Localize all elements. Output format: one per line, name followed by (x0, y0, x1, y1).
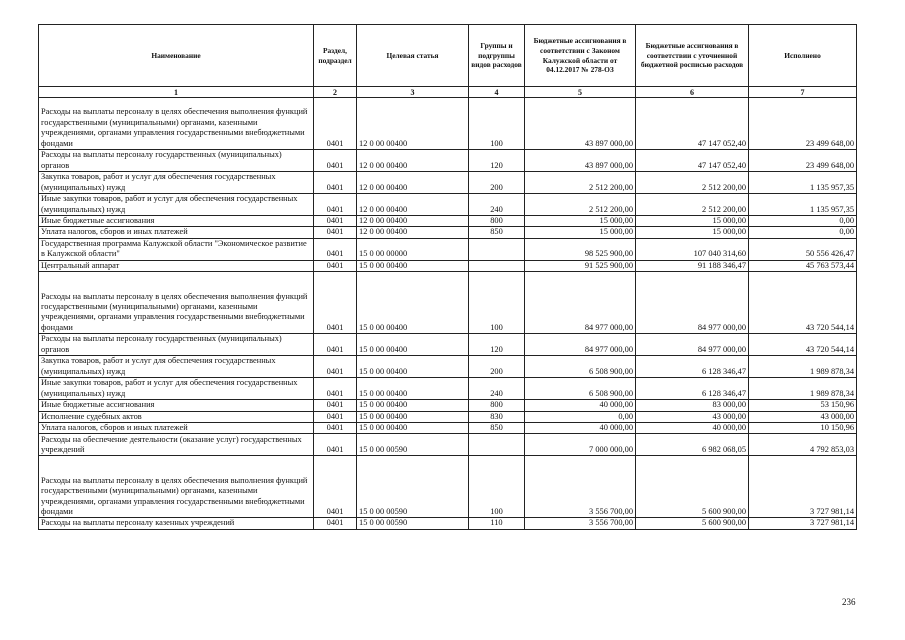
table-row (39, 216, 857, 227)
row-law-amount: 43 897 000,00 (525, 98, 636, 150)
column-number: 1 (39, 87, 314, 98)
row-target-article: 12 0 00 00400 (357, 227, 469, 238)
row-target-article: 12 0 00 00400 (357, 150, 469, 172)
row-section: 0401 (314, 334, 357, 356)
row-expense-group: 800 (469, 216, 525, 227)
table-row (39, 400, 857, 411)
row-expense-group: 240 (469, 378, 525, 400)
row-roster-amount: 2 512 200,00 (636, 172, 749, 194)
row-law-amount: 6 508 900,00 (525, 356, 636, 378)
row-roster-amount: 15 000,00 (636, 216, 749, 227)
row-expense-group: 240 (469, 194, 525, 216)
row-expense-group (469, 434, 525, 456)
row-expense-group: 200 (469, 356, 525, 378)
row-roster-amount: 91 188 346,47 (636, 260, 749, 271)
row-roster-amount: 6 128 346,47 (636, 378, 749, 400)
row-expense-group: 800 (469, 400, 525, 411)
row-roster-amount: 5 600 900,00 (636, 456, 749, 518)
table-row (39, 411, 857, 422)
column-number-row (39, 87, 857, 98)
row-section: 0401 (314, 411, 357, 422)
row-executed-amount: 3 727 981,14 (749, 456, 857, 518)
row-name: Иные закупки товаров, работ и услуг для обеспечения государственных (муниципальных) нужд (39, 378, 314, 400)
table-row (39, 150, 857, 172)
row-name: Расходы на выплаты персоналу государственных (муниципальных) органов (39, 334, 314, 356)
row-law-amount: 84 977 000,00 (525, 334, 636, 356)
header-row (39, 25, 857, 87)
row-section: 0401 (314, 434, 357, 456)
table-row (39, 172, 857, 194)
row-section: 0401 (314, 456, 357, 518)
row-law-amount: 0,00 (525, 411, 636, 422)
header-executed: Исполнено (749, 25, 857, 87)
column-number: 6 (636, 87, 749, 98)
row-name: Расходы на выплаты персоналу в целях обеспечения выполнения функций государственными (муниципальными) органами, казенными учреждениями, органами управления государственными внебюджетными фондами (39, 272, 314, 334)
column-number: 5 (525, 87, 636, 98)
row-section: 0401 (314, 172, 357, 194)
row-expense-group: 100 (469, 98, 525, 150)
row-expense-group: 850 (469, 423, 525, 434)
row-executed-amount: 0,00 (749, 216, 857, 227)
row-name: Центральный аппарат (39, 260, 314, 271)
row-law-amount: 40 000,00 (525, 423, 636, 434)
row-executed-amount: 43 720 544,14 (749, 334, 857, 356)
row-law-amount: 15 000,00 (525, 227, 636, 238)
row-name: Расходы на выплаты персоналу казенных учреждений (39, 518, 314, 529)
row-section: 0401 (314, 98, 357, 150)
row-executed-amount: 45 763 573,44 (749, 260, 857, 271)
row-target-article: 15 0 00 00590 (357, 434, 469, 456)
row-executed-amount: 53 150,96 (749, 400, 857, 411)
row-law-amount: 2 512 200,00 (525, 194, 636, 216)
table-row (39, 378, 857, 400)
row-executed-amount: 50 556 426,47 (749, 238, 857, 260)
row-expense-group: 100 (469, 272, 525, 334)
row-target-article: 15 0 00 00400 (357, 334, 469, 356)
row-law-amount: 98 525 900,00 (525, 238, 636, 260)
column-number: 7 (749, 87, 857, 98)
header-roster-allocations: Бюджетные ассигнования в соответствии с уточненной бюджетной росписью расходов (636, 25, 749, 87)
table-row (39, 194, 857, 216)
row-expense-group: 100 (469, 456, 525, 518)
row-law-amount: 84 977 000,00 (525, 272, 636, 334)
row-expense-group: 120 (469, 334, 525, 356)
row-roster-amount: 2 512 200,00 (636, 194, 749, 216)
row-name: Государственная программа Калужской области "Экономическое развитие в Калужской области" (39, 238, 314, 260)
row-executed-amount: 1 989 878,34 (749, 378, 857, 400)
row-target-article: 12 0 00 00400 (357, 194, 469, 216)
table-row (39, 272, 857, 334)
row-section: 0401 (314, 272, 357, 334)
row-law-amount: 3 556 700,00 (525, 456, 636, 518)
row-roster-amount: 43 000,00 (636, 411, 749, 422)
column-number: 2 (314, 87, 357, 98)
table-row (39, 98, 857, 150)
row-executed-amount: 0,00 (749, 227, 857, 238)
row-target-article: 12 0 00 00400 (357, 172, 469, 194)
row-law-amount: 7 000 000,00 (525, 434, 636, 456)
row-executed-amount: 1 135 957,35 (749, 194, 857, 216)
row-roster-amount: 40 000,00 (636, 423, 749, 434)
row-target-article: 12 0 00 00400 (357, 216, 469, 227)
row-section: 0401 (314, 216, 357, 227)
row-executed-amount: 10 150,96 (749, 423, 857, 434)
row-executed-amount: 1 989 878,34 (749, 356, 857, 378)
row-target-article: 15 0 00 00400 (357, 400, 469, 411)
row-section: 0401 (314, 423, 357, 434)
header-expense-group: Группы и подгруппы видов расходов (469, 25, 525, 87)
row-law-amount: 6 508 900,00 (525, 378, 636, 400)
row-executed-amount: 23 499 648,00 (749, 150, 857, 172)
row-executed-amount: 4 792 853,03 (749, 434, 857, 456)
row-name: Уплата налогов, сборов и иных платежей (39, 423, 314, 434)
row-target-article: 15 0 00 00400 (357, 272, 469, 334)
row-roster-amount: 15 000,00 (636, 227, 749, 238)
row-executed-amount: 3 727 981,14 (749, 518, 857, 529)
row-roster-amount: 47 147 052,40 (636, 150, 749, 172)
row-section: 0401 (314, 194, 357, 216)
row-name: Исполнение судебных актов (39, 411, 314, 422)
row-executed-amount: 23 499 648,00 (749, 98, 857, 150)
row-target-article: 15 0 00 00400 (357, 423, 469, 434)
row-expense-group: 830 (469, 411, 525, 422)
row-section: 0401 (314, 227, 357, 238)
row-law-amount: 40 000,00 (525, 400, 636, 411)
row-roster-amount: 5 600 900,00 (636, 518, 749, 529)
row-law-amount: 3 556 700,00 (525, 518, 636, 529)
table-row (39, 456, 857, 518)
row-section: 0401 (314, 378, 357, 400)
row-name: Иные бюджетные ассигнования (39, 400, 314, 411)
row-expense-group (469, 238, 525, 260)
row-target-article: 15 0 00 00400 (357, 356, 469, 378)
row-law-amount: 43 897 000,00 (525, 150, 636, 172)
row-law-amount: 91 525 900,00 (525, 260, 636, 271)
row-name: Расходы на выплаты персоналу в целях обеспечения выполнения функций государственными (муниципальными) органами, казенными учреждениями, органами управления государственными внебюджетными фондами (39, 456, 314, 518)
row-target-article: 15 0 00 00400 (357, 260, 469, 271)
row-expense-group: 200 (469, 172, 525, 194)
row-name: Уплата налогов, сборов и иных платежей (39, 227, 314, 238)
table-row (39, 518, 857, 529)
row-executed-amount: 43 000,00 (749, 411, 857, 422)
row-section: 0401 (314, 260, 357, 271)
table-row (39, 423, 857, 434)
row-target-article: 15 0 00 00400 (357, 378, 469, 400)
header-section: Раздел, подраздел (314, 25, 357, 87)
row-name: Расходы на выплаты персоналу государственных (муниципальных) органов (39, 150, 314, 172)
row-section: 0401 (314, 400, 357, 411)
row-roster-amount: 6 982 068,05 (636, 434, 749, 456)
row-target-article: 15 0 00 00000 (357, 238, 469, 260)
header-name: Наименование (39, 25, 314, 87)
row-roster-amount: 6 128 346,47 (636, 356, 749, 378)
row-name: Иные закупки товаров, работ и услуг для обеспечения государственных (муниципальных) нужд (39, 194, 314, 216)
row-roster-amount: 107 040 314,60 (636, 238, 749, 260)
row-expense-group: 850 (469, 227, 525, 238)
row-name: Закупка товаров, работ и услуг для обеспечения государственных (муниципальных) нужд (39, 356, 314, 378)
row-expense-group (469, 260, 525, 271)
row-roster-amount: 84 977 000,00 (636, 272, 749, 334)
row-name: Расходы на выплаты персоналу в целях обеспечения выполнения функций государственными (муниципальными) органами, казенными учреждениями, органами управления государственными внебюджетными фондами (39, 98, 314, 150)
table-row (39, 334, 857, 356)
column-number: 4 (469, 87, 525, 98)
row-executed-amount: 1 135 957,35 (749, 172, 857, 194)
row-law-amount: 2 512 200,00 (525, 172, 636, 194)
row-target-article: 15 0 00 00590 (357, 456, 469, 518)
table-row (39, 238, 857, 260)
header-target-article: Целевая статья (357, 25, 469, 87)
table-row (39, 260, 857, 271)
row-law-amount: 15 000,00 (525, 216, 636, 227)
row-roster-amount: 47 147 052,40 (636, 98, 749, 150)
table-row (39, 227, 857, 238)
row-section: 0401 (314, 238, 357, 260)
row-roster-amount: 83 000,00 (636, 400, 749, 411)
row-section: 0401 (314, 518, 357, 529)
row-section: 0401 (314, 356, 357, 378)
page-number: 236 (842, 597, 856, 607)
row-name: Иные бюджетные ассигнования (39, 216, 314, 227)
row-target-article: 15 0 00 00590 (357, 518, 469, 529)
header-law-allocations: Бюджетные ассигнования в соответствии с Законом Калужской области от 04.12.2017 № 278-ОЗ (525, 25, 636, 87)
row-target-article: 12 0 00 00400 (357, 98, 469, 150)
row-section: 0401 (314, 150, 357, 172)
budget-table (38, 24, 857, 530)
row-name: Расходы на обеспечение деятельности (оказание услуг) государственных учреждений (39, 434, 314, 456)
row-executed-amount: 43 720 544,14 (749, 272, 857, 334)
row-expense-group: 120 (469, 150, 525, 172)
table-row (39, 356, 857, 378)
row-expense-group: 110 (469, 518, 525, 529)
column-number: 3 (357, 87, 469, 98)
table-row (39, 434, 857, 456)
row-target-article: 15 0 00 00400 (357, 411, 469, 422)
row-name: Закупка товаров, работ и услуг для обеспечения государственных (муниципальных) нужд (39, 172, 314, 194)
row-roster-amount: 84 977 000,00 (636, 334, 749, 356)
